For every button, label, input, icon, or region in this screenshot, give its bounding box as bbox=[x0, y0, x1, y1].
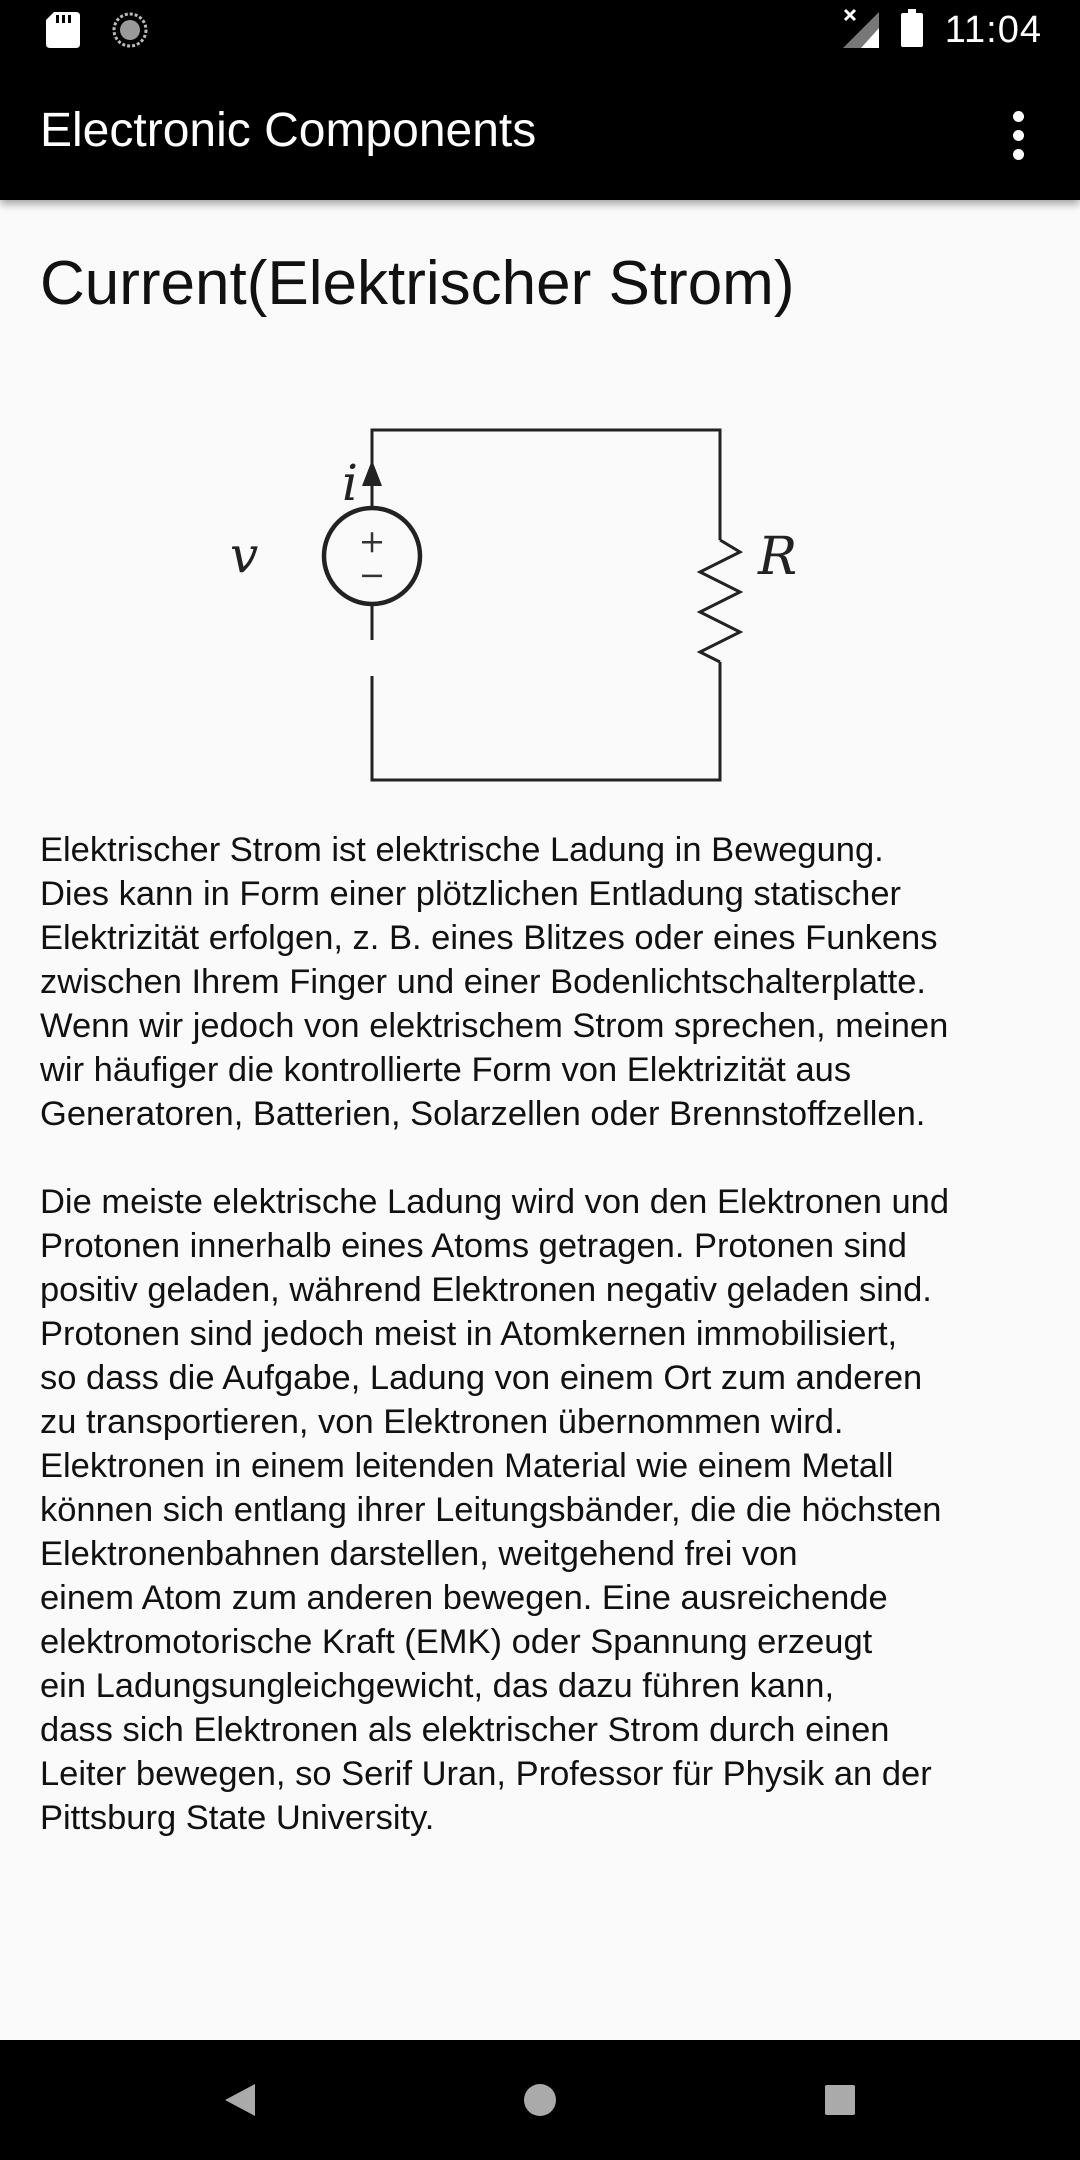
voltage-label: v bbox=[230, 526, 259, 584]
recents-icon[interactable] bbox=[810, 2070, 870, 2130]
app-title: Electronic Components bbox=[40, 104, 537, 157]
current-label: i bbox=[342, 454, 358, 512]
body-text bbox=[40, 828, 1050, 1840]
paragraph-1: Elektrischer Strom ist elektrische Ladung in Bewegung. Dies kann in Form einer plötzlichen Entladung statischer Elektrizität erfolgen, z. B. eines Blitzes oder eines Funkens zwischen Ihrem Finger und einer Bodenlichtschalterplatte. Wenn wir jedoch von elektrischem Strom sprechen, meinen wir häufiger die kontrollierte Form von Elektrizität aus Generatoren, Batterien, Solarzellen oder Brennstoffzellen. bbox=[40, 831, 949, 1133]
status-time: 11:04 bbox=[944, 9, 1042, 51]
circuit-diagram bbox=[230, 430, 820, 790]
content-area[interactable] bbox=[0, 200, 1080, 2040]
sd-card-icon bbox=[46, 12, 80, 53]
page-title: Current(Elektrischer Strom) bbox=[40, 249, 795, 318]
circuit-wire bbox=[372, 430, 740, 780]
more-vert-icon[interactable] bbox=[982, 99, 1054, 171]
home-icon[interactable] bbox=[510, 2070, 570, 2130]
source-plus: + bbox=[358, 522, 386, 560]
current-arrow-icon bbox=[362, 460, 382, 486]
app-bar bbox=[0, 63, 1080, 200]
resistor-label: R bbox=[758, 527, 798, 587]
battery-icon bbox=[901, 9, 923, 52]
back-icon[interactable] bbox=[210, 2070, 270, 2130]
source-minus: − bbox=[358, 556, 386, 594]
loading-icon bbox=[112, 12, 148, 53]
navigation-bar bbox=[0, 2040, 1080, 2160]
paragraph-2: Die meiste elektrische Ladung wird von den Elektronen und Protonen innerhalb eines Atoms getragen. Protonen sind positiv geladen, während Elektronen negativ geladen sind. Protonen sind jedoch meist in Atomkernen immobilisiert, so dass die Aufgabe, Ladung von einem Ort zum anderen zu transportieren, von Elektronen übernommen wird. Elektronen in einem leitenden Material wie einem Metall können sich entlang ihrer Leitungsbänder, die die höchsten Elektronenbahnen darstellen, weitgehend frei von einem Atom zum anderen bewegen. Eine ausreichende elektromotorische Kraft (EMK) oder Spannung erzeugt ein Ladungsungleichgewicht, das dazu führen kann, dass sich Elektronen als elektrischer Strom durch einen Leiter bewegen, so Serif Uran, Professor für Physik an der Pittsburg State University. bbox=[40, 1183, 950, 1837]
signal-icon bbox=[843, 8, 879, 53]
status-bar bbox=[0, 0, 1080, 63]
